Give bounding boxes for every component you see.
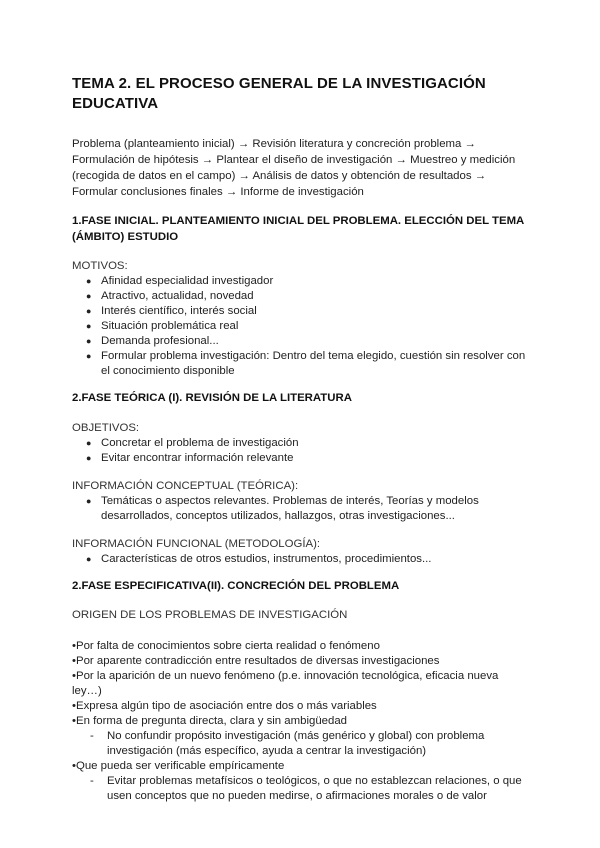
list-item: •Expresa algún tipo de asociación entre dos o más variables: [72, 700, 377, 712]
bullet-icon: ●: [86, 553, 92, 564]
list-item: ● Afinidad especialidad investigador: [86, 275, 274, 287]
sub-list-item: - No confundir propósito investigación (más genérico y global) con problema investigación (más específico, ayuda a centrar la investigación): [90, 730, 485, 757]
bullet-icon: ●: [86, 452, 92, 463]
funcional-label: INFORMACIÓN FUNCIONAL (METODOLOGÍA):: [72, 537, 321, 550]
bullet-icon: ●: [86, 291, 92, 301]
list-item: ● Atractivo, actualidad, novedad: [86, 290, 254, 302]
sub-list-item: - Evitar problemas metafísicos o teológicos, o que no establezcan relaciones, o que usen conceptos que no pueden medirse, o afirmaciones morales o de valor: [90, 775, 522, 802]
bullet-icon: ●: [86, 306, 92, 316]
bullet-icon: ●: [86, 351, 92, 361]
bullet-icon: ●: [86, 321, 92, 331]
list-item: ● Demanda profesional...: [86, 335, 219, 347]
section-3-heading: 2.FASE ESPECIFICATIVA(II). CONCRECIÓN DEL PROBLEMA: [72, 579, 400, 592]
origen-label: ORIGEN DE LOS PROBLEMAS DE INVESTIGACIÓN: [72, 609, 348, 621]
list-item: •Por la aparición de un nuevo fenómeno (p.e. innovación tecnológica, eficacia nueva ley…): [72, 670, 499, 697]
dash-icon: -: [90, 775, 94, 787]
list-item: ● Interés científico, interés social: [86, 305, 257, 317]
list-item: •Por aparente contradicción entre resultados de diversas investigaciones: [72, 655, 440, 667]
motivos-list: [72, 274, 530, 379]
list-item: ● Evitar encontrar información relevante: [86, 451, 294, 464]
bullet-icon: ●: [86, 336, 92, 346]
list-item: ● Concretar el problema de investigación: [86, 436, 299, 449]
page-title: TEMA 2. EL PROCESO GENERAL DE LA INVESTIGACIÓN EDUCATIVA: [72, 75, 486, 112]
intro-paragraph: Problema (planteamiento inicial) → Revisión literatura y concreción problema → Formulación de hipótesis → Plantear el diseño de investigación → Muestreo y medición (recogida de datos en el campo) → Análisis de datos y obtención de resultados → Formular conclusiones finales → Informe de investigación: [72, 138, 516, 198]
dash-icon: -: [90, 730, 94, 742]
list-item: ● Características de otros estudios, instrumentos, procedimientos...: [86, 552, 432, 565]
list-item: ● Situación problemática real: [86, 320, 239, 332]
section-1-heading: 1.FASE INICIAL. PLANTEAMIENTO INICIAL DEL PROBLEMA. ELECCIÓN DEL TEMA (ÁMBITO) ESTUDIO: [72, 215, 524, 243]
objetivos-label: OBJETIVOS:: [72, 421, 140, 434]
funcional-list: [72, 552, 530, 567]
objetivos-list: [72, 436, 530, 466]
list-item: •Por falta de conocimientos sobre cierta realidad o fenómeno: [72, 640, 380, 652]
bullet-icon: ●: [86, 437, 92, 448]
origen-list: [72, 639, 530, 804]
motivos-label: MOTIVOS:: [72, 260, 128, 272]
section-2-heading: 2.FASE TEÓRICA (I). REVISIÓN DE LA LITERATURA: [72, 392, 352, 404]
list-item: ● Temáticas o aspectos relevantes. Problemas de interés, Teorías y modelos desarrollados, conceptos utilizados, hallazgos, otras investigaciones...: [86, 494, 479, 522]
list-item: ● Formular problema investigación: Dentro del tema elegido, cuestión sin resolver con el conocimiento disponible: [86, 350, 526, 377]
conceptual-list: [72, 494, 530, 524]
bullet-icon: ●: [86, 495, 92, 506]
section-3: [72, 579, 530, 805]
section-2: [72, 391, 530, 567]
bullet-icon: ●: [86, 276, 92, 286]
conceptual-label: INFORMACIÓN CONCEPTUAL (TEÓRICA):: [72, 479, 299, 492]
list-item: •En forma de pregunta directa, clara y sin ambigüedad: [72, 715, 347, 727]
list-item: •Que pueda ser verificable empíricamente: [72, 760, 285, 772]
section-1: [72, 214, 530, 379]
